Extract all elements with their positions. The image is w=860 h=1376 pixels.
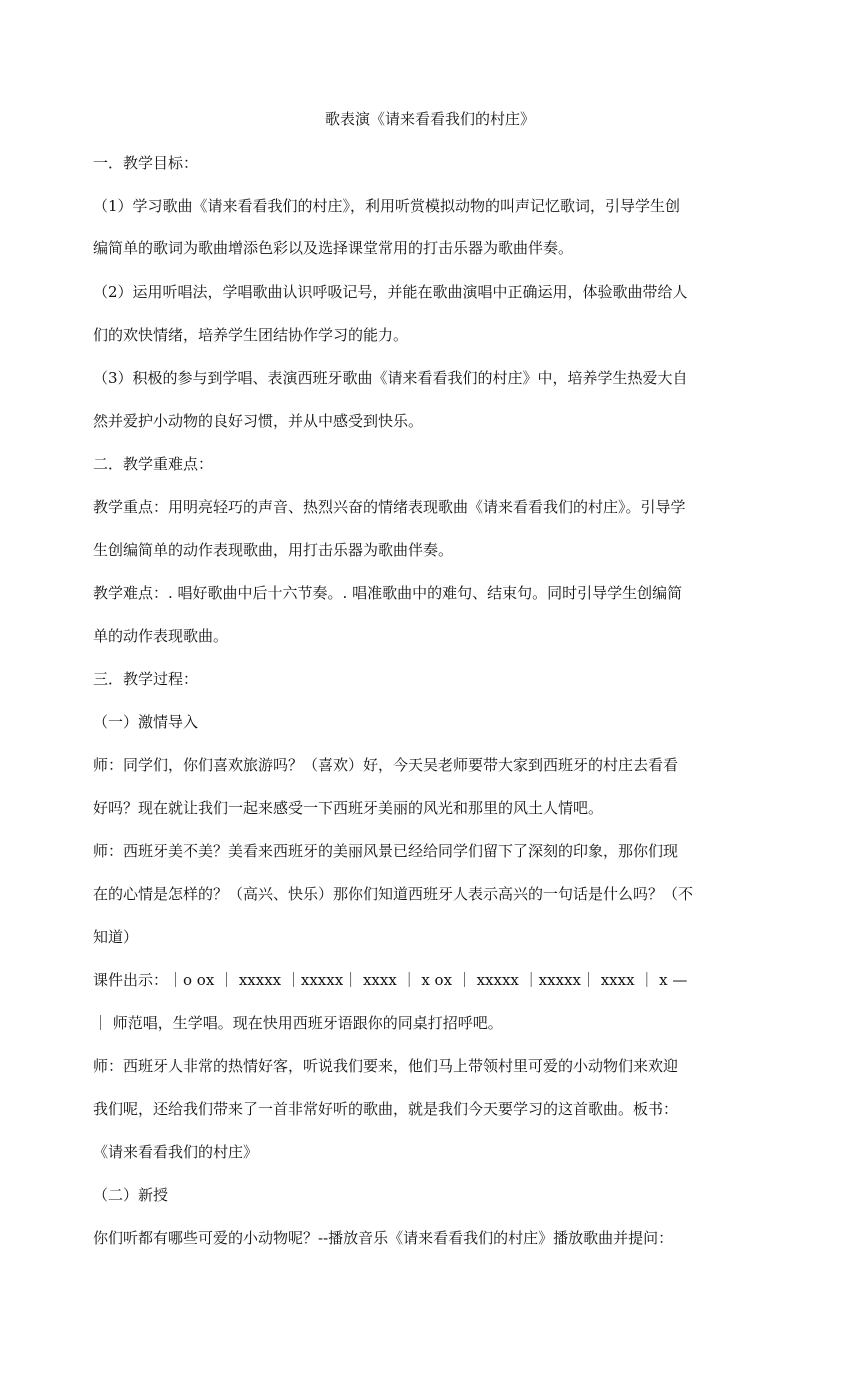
paragraph-line: 你们听都有哪些可爱的小动物呢？--播放音乐《请来看看我们的村庄》播放歌曲并提问： bbox=[93, 1229, 674, 1247]
paragraph-line: 教学重点：用明亮轻巧的声音、热烈兴奋的情绪表现歌曲《请来看看我们的村庄》。引导学 bbox=[93, 498, 686, 516]
section-heading-process: 三．教学过程： bbox=[93, 670, 199, 688]
paragraph-line: 师：西班牙美不美？美看来西班牙的美丽风景已经给同学们留下了深刻的印象，那你们现 bbox=[93, 842, 679, 860]
paragraph-line: 师：同学们，你们喜欢旅游吗？（喜欢）好，今天吴老师要带大家到西班牙的村庄去看看 bbox=[93, 756, 679, 774]
paragraph-line: 我们呢，还给我们带来了一首非常好听的歌曲，就是我们今天要学习的这首歌曲。板书： bbox=[93, 1100, 679, 1118]
paragraph-line: 教学难点：. 唱好歌曲中后十六节奏。. 唱准歌曲中的难句、结束句。同时引导学生创编简 bbox=[93, 584, 683, 602]
section-heading-objectives: 一．教学目标： bbox=[93, 154, 199, 172]
subsection-heading: （一）激情导入 bbox=[93, 713, 199, 731]
document-title: 歌表演《请来看看我们的村庄》 bbox=[324, 110, 535, 128]
paragraph-line: （1）学习歌曲《请来看看我们的村庄》，利用听赏模拟动物的叫声记忆歌词，引导学生创 bbox=[93, 197, 681, 215]
section-heading-key-points: 二．教学重难点： bbox=[93, 455, 214, 473]
paragraph-line: 好吗？现在就让我们一起来感受一下西班牙美丽的风光和那里的风土人情吧。 bbox=[93, 799, 604, 817]
paragraph-line: （2）运用听唱法，学唱歌曲认识呼吸记号，并能在歌曲演唱中正确运用，体验歌曲带给人 bbox=[93, 283, 688, 301]
paragraph-line: 单的动作表现歌曲。 bbox=[93, 627, 229, 645]
subsection-heading: （二）新授 bbox=[93, 1186, 169, 1204]
paragraph-line: （3）积极的参与到学唱、表演西班牙歌曲《请来看看我们的村庄》中，培养学生热爱大自 bbox=[93, 369, 688, 387]
paragraph-line: 在的心情是怎样的？（高兴、快乐）那你们知道西班牙人表示高兴的一句话是什么吗？（不 bbox=[93, 885, 694, 903]
paragraph-line: 生创编简单的动作表现歌曲，用打击乐器为歌曲伴奏。 bbox=[93, 541, 454, 559]
paragraph-line: 知道） bbox=[93, 928, 139, 946]
paragraph-line: 然并爱护小动物的良好习惯，并从中感受到快乐。 bbox=[93, 412, 424, 430]
paragraph-line: 编简单的歌词为歌曲增添色彩以及选择课堂常用的打击乐器为歌曲伴奏。 bbox=[93, 239, 574, 257]
paragraph-line: 师：西班牙人非常的热情好客，听说我们要来，他们马上带领村里可爱的小动物们来欢迎 bbox=[93, 1057, 679, 1075]
paragraph-line: 们的欢快情绪，培养学生团结协作学习的能力。 bbox=[93, 326, 409, 344]
rhythm-line: 课件出示：｜o ox ｜ xxxxx ｜xxxxx｜ xxxx ｜ x ox ｜ xxxxx ｜xxxxx｜ xxxx ｜ x — bbox=[93, 971, 688, 989]
paragraph-line: 《请来看看我们的村庄》 bbox=[93, 1143, 259, 1161]
paragraph-line: ｜ 师范唱，生学唱。现在快用西班牙语跟你的同桌打招呼吧。 bbox=[93, 1014, 503, 1032]
